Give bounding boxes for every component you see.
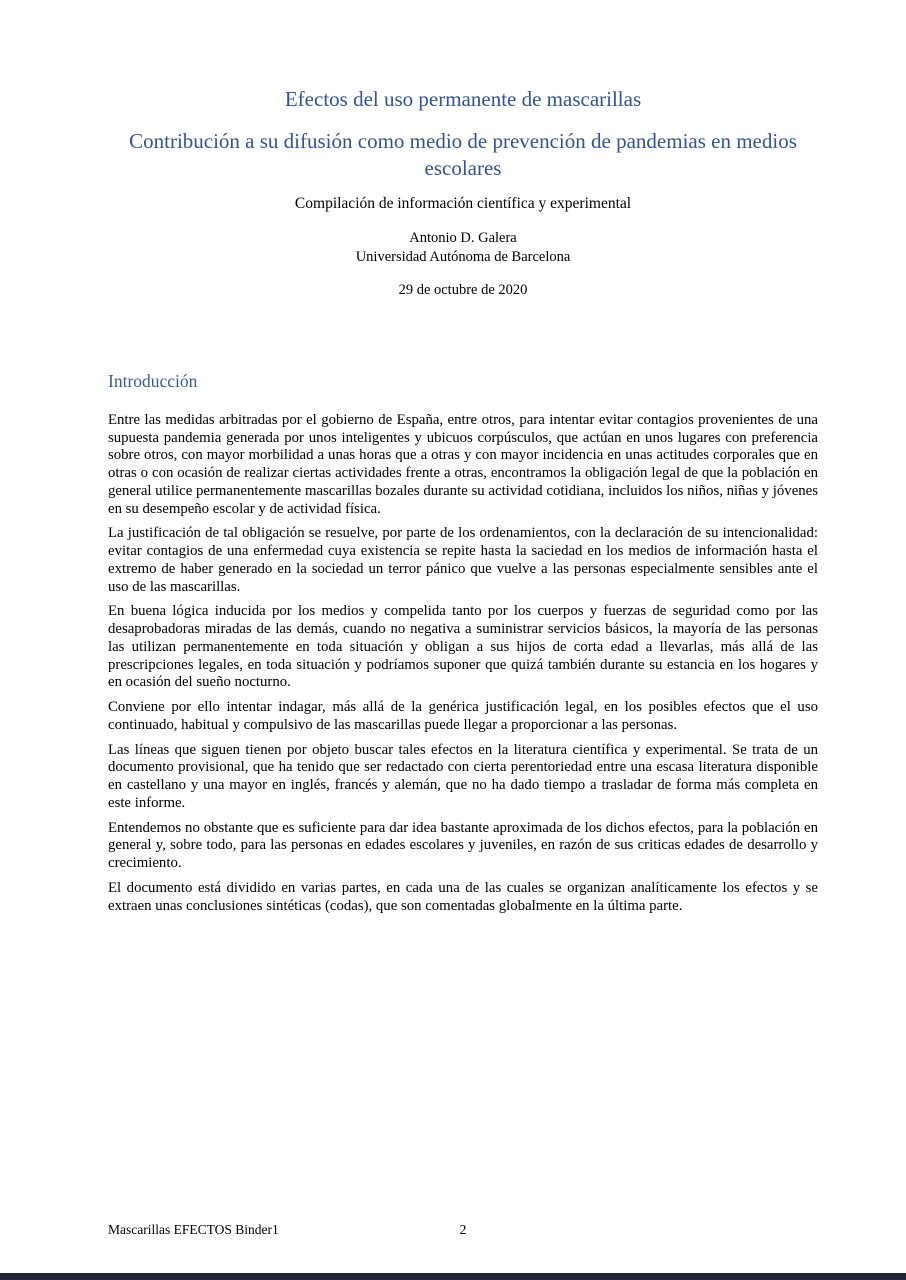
paragraph: En buena lógica inducida por los medios y compelida tanto por los cuerpos y fuerzas de seguridad como por las desaprobadoras miradas de las demás, cuando no negativa a suministrar servicios básicos, la mayoría de las personas las utilizan permanentemente en toda situación y obligan a sus hijos de corta edad a llevarlas, más allá de las prescripciones legales, en toda situación y podríamos suponer que quizá también durante su estancia en los hogares y en ocasión del sueño nocturno. (108, 603, 818, 691)
paragraph: El documento está dividido en varias partes, en cada una de las cuales se organizan analíticamente los efectos y se extraen unas conclusiones sintéticas (codas), que son comentadas globalmente en la última parte. (108, 879, 818, 914)
paragraph: Las líneas que siguen tienen por objeto buscar tales efectos en la literatura científica y experimental. Se trata de un documento provisional, que ha tenido que ser redactado con cierta perentoriedad entre una escasa literatura disponible en castellano y una mayor en inglés, francés y alemán, que no ha dado tiempo a trasladar de forma más completa en este informe. (108, 741, 818, 811)
paragraph: Entre las medidas arbitradas por el gobierno de España, entre otros, para intentar evitar contagios provenientes de una supuesta pandemia generada por unos inteligentes y ubicuos corpúsculos, que actúan en unos lugares con preferencia sobre otros, con mayor morbilidad a unas horas que a otras y con mayor incidencia en unas actitudes corporales que en otras o con ocasión de realizar ciertas actividades frente a otras, encontramos la obligación legal de que la población en general utilice permanentemente mascarillas bozales durante su actividad cotidiana, incluidos los niños, niñas y jóvenes en su desempeño escolar y de actividad física. (108, 411, 818, 517)
footer-doc-label: Mascarillas EFECTOS Binder1 (108, 1222, 279, 1237)
title-block (108, 86, 818, 299)
document-date: 29 de octubre de 2020 (398, 281, 528, 298)
section-heading-introduccion: Introducción (108, 370, 198, 391)
section-body (108, 412, 818, 916)
document-title: Efectos del uso permanente de mascarillas (284, 87, 642, 111)
footer-page-number: 2 (459, 1222, 467, 1237)
document-subtitle: Compilación de información científica y experimental (294, 194, 632, 212)
author-block (108, 229, 818, 268)
paragraph: Conviene por ello intentar indagar, más allá de la genérica justificación legal, en los posibles efectos que el uso continuado, habitual y compulsivo de las mascarillas puede llegar a proporcionar a las personas. (108, 699, 818, 733)
paragraph: Entendemos no obstante que es suficiente para dar idea bastante aproximada de los dichos efectos, para la población en general y, sobre todo, para las personas en edades escolares y juveniles, en razón de sus criticas edades de desarrollo y crecimiento. (108, 819, 818, 872)
page-footer (108, 1222, 818, 1240)
window-bottom-edge (0, 1273, 906, 1280)
author-affiliation: Universidad Autónoma de Barcelona (355, 249, 571, 266)
paragraph: La justificación de tal obligación se resuelve, por parte de los ordenamientos, con la declaración de su intencionalidad: evitar contagios de una enfermedad cuya existencia se repite hasta la saciedad en los medios de información hasta el extremo de haber generado en la sociedad un terror pánico que vuelve a las personas especialmente sensibles ante el uso de las mascarillas. (108, 525, 818, 595)
author-name: Antonio D. Galera (409, 229, 517, 246)
document-subtitle-title: Contribución a su difusión como medio de prevención de pandemias en medios escolares (129, 129, 797, 180)
